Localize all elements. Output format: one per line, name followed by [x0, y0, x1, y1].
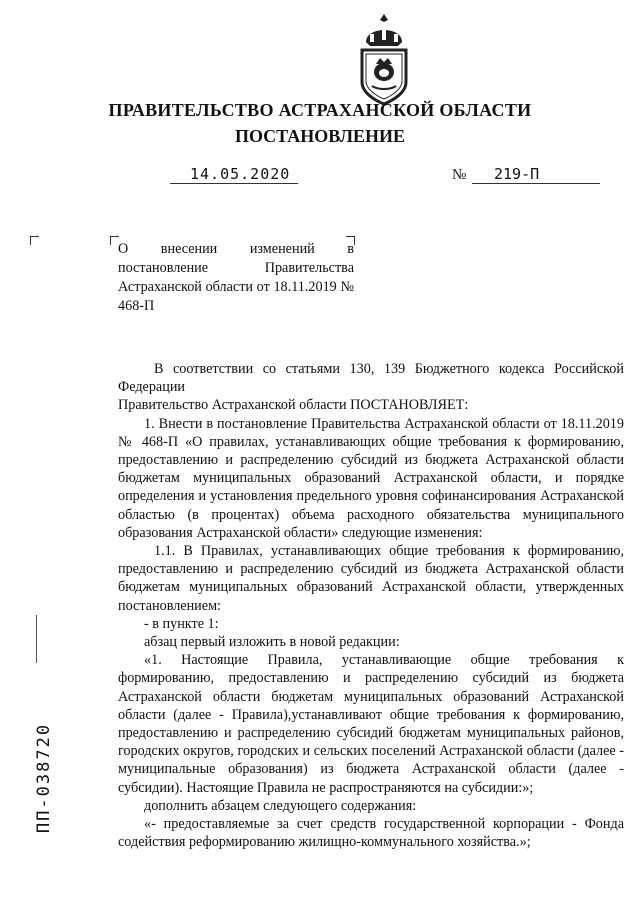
margin-line: [36, 615, 37, 663]
document-subject: О внесении изменений в постановление Правительства Астраханской области от 18.11.2019 № 468-П: [118, 241, 354, 314]
coat-of-arms-emblem: [352, 12, 416, 108]
organization-title: ПРАВИТЕЛЬСТВО АСТРАХАНСКОЙ ОБЛАСТИ: [108, 100, 532, 120]
paragraph-point-1: - в пункте 1:: [144, 615, 219, 632]
paragraph-quoted-rule: «1. Настоящие Правила, устанавливающие общие требования к формированию, предоставлению и распределению субсидий из бюджета Астраханской области бюджетам муниципальных образований Астраханской области (далее - Правила),устанавливают общие требования к формированию, предоставлению и распределению субсидий бюджетам муниципальных районов, городских округов, городских и сельских поселений Астраханской области (далее - муниципальные образования) из бюджета Астраханской области (далее - субсидии). Настоящие Правила не распространяются на субсидии:»;: [118, 652, 624, 796]
paragraph-supplement: дополнить абзацем следующего содержания:: [144, 797, 417, 814]
paragraph-quoted-addition: «- предоставляемые за счет средств государственной корпорации - Фонда содействия реформированию жилищно-коммунального хозяйства.»;: [118, 816, 624, 851]
paragraph-item-1: 1. Внести в постановление Правительства Астраханской области от 18.11.2019 № 468-П «О правилах, устанавливающих общие требования к формированию, предоставлению и распределению субсидий из бюджета Астраханской области бюджетам муниципальных образований Астраханской области, и порядке определения и установления предельного уровня софинансирования Астраханской областью (в процентах) объема расходного обязательства муниципального образования Астраханской области» следующие изменения:: [118, 415, 624, 541]
corner-mark-left: [30, 236, 39, 245]
paragraph-resolves: Правительство Астраханской области ПОСТАНОВЛЯЕТ:: [118, 397, 469, 414]
paragraph-basis: В соответствии со статьями 130, 139 Бюджетного кодекса Российской Федерации: [118, 361, 624, 396]
number-sign: №: [452, 167, 467, 183]
document-body: [118, 360, 624, 851]
paragraph-item-1-1: 1.1. В Правилах, устанавливающих общие требования к формированию, предоставлению и распределению субсидий из бюджета Астраханской области бюджетам муниципальных образований Астраханской области, утвержденных постановлением:: [118, 543, 624, 614]
number-underline: [472, 183, 600, 184]
document-number: 219-П: [494, 165, 540, 183]
document-date: 14.05.2020: [190, 165, 291, 183]
document-type: ПОСТАНОВЛЕНИЕ: [234, 126, 406, 146]
side-serial-code: [34, 668, 54, 888]
paragraph-new-wording: абзац первый изложить в новой редакции:: [144, 634, 400, 651]
side-serial-code-text: ПП-038720: [34, 722, 54, 834]
date-underline: [170, 183, 298, 184]
